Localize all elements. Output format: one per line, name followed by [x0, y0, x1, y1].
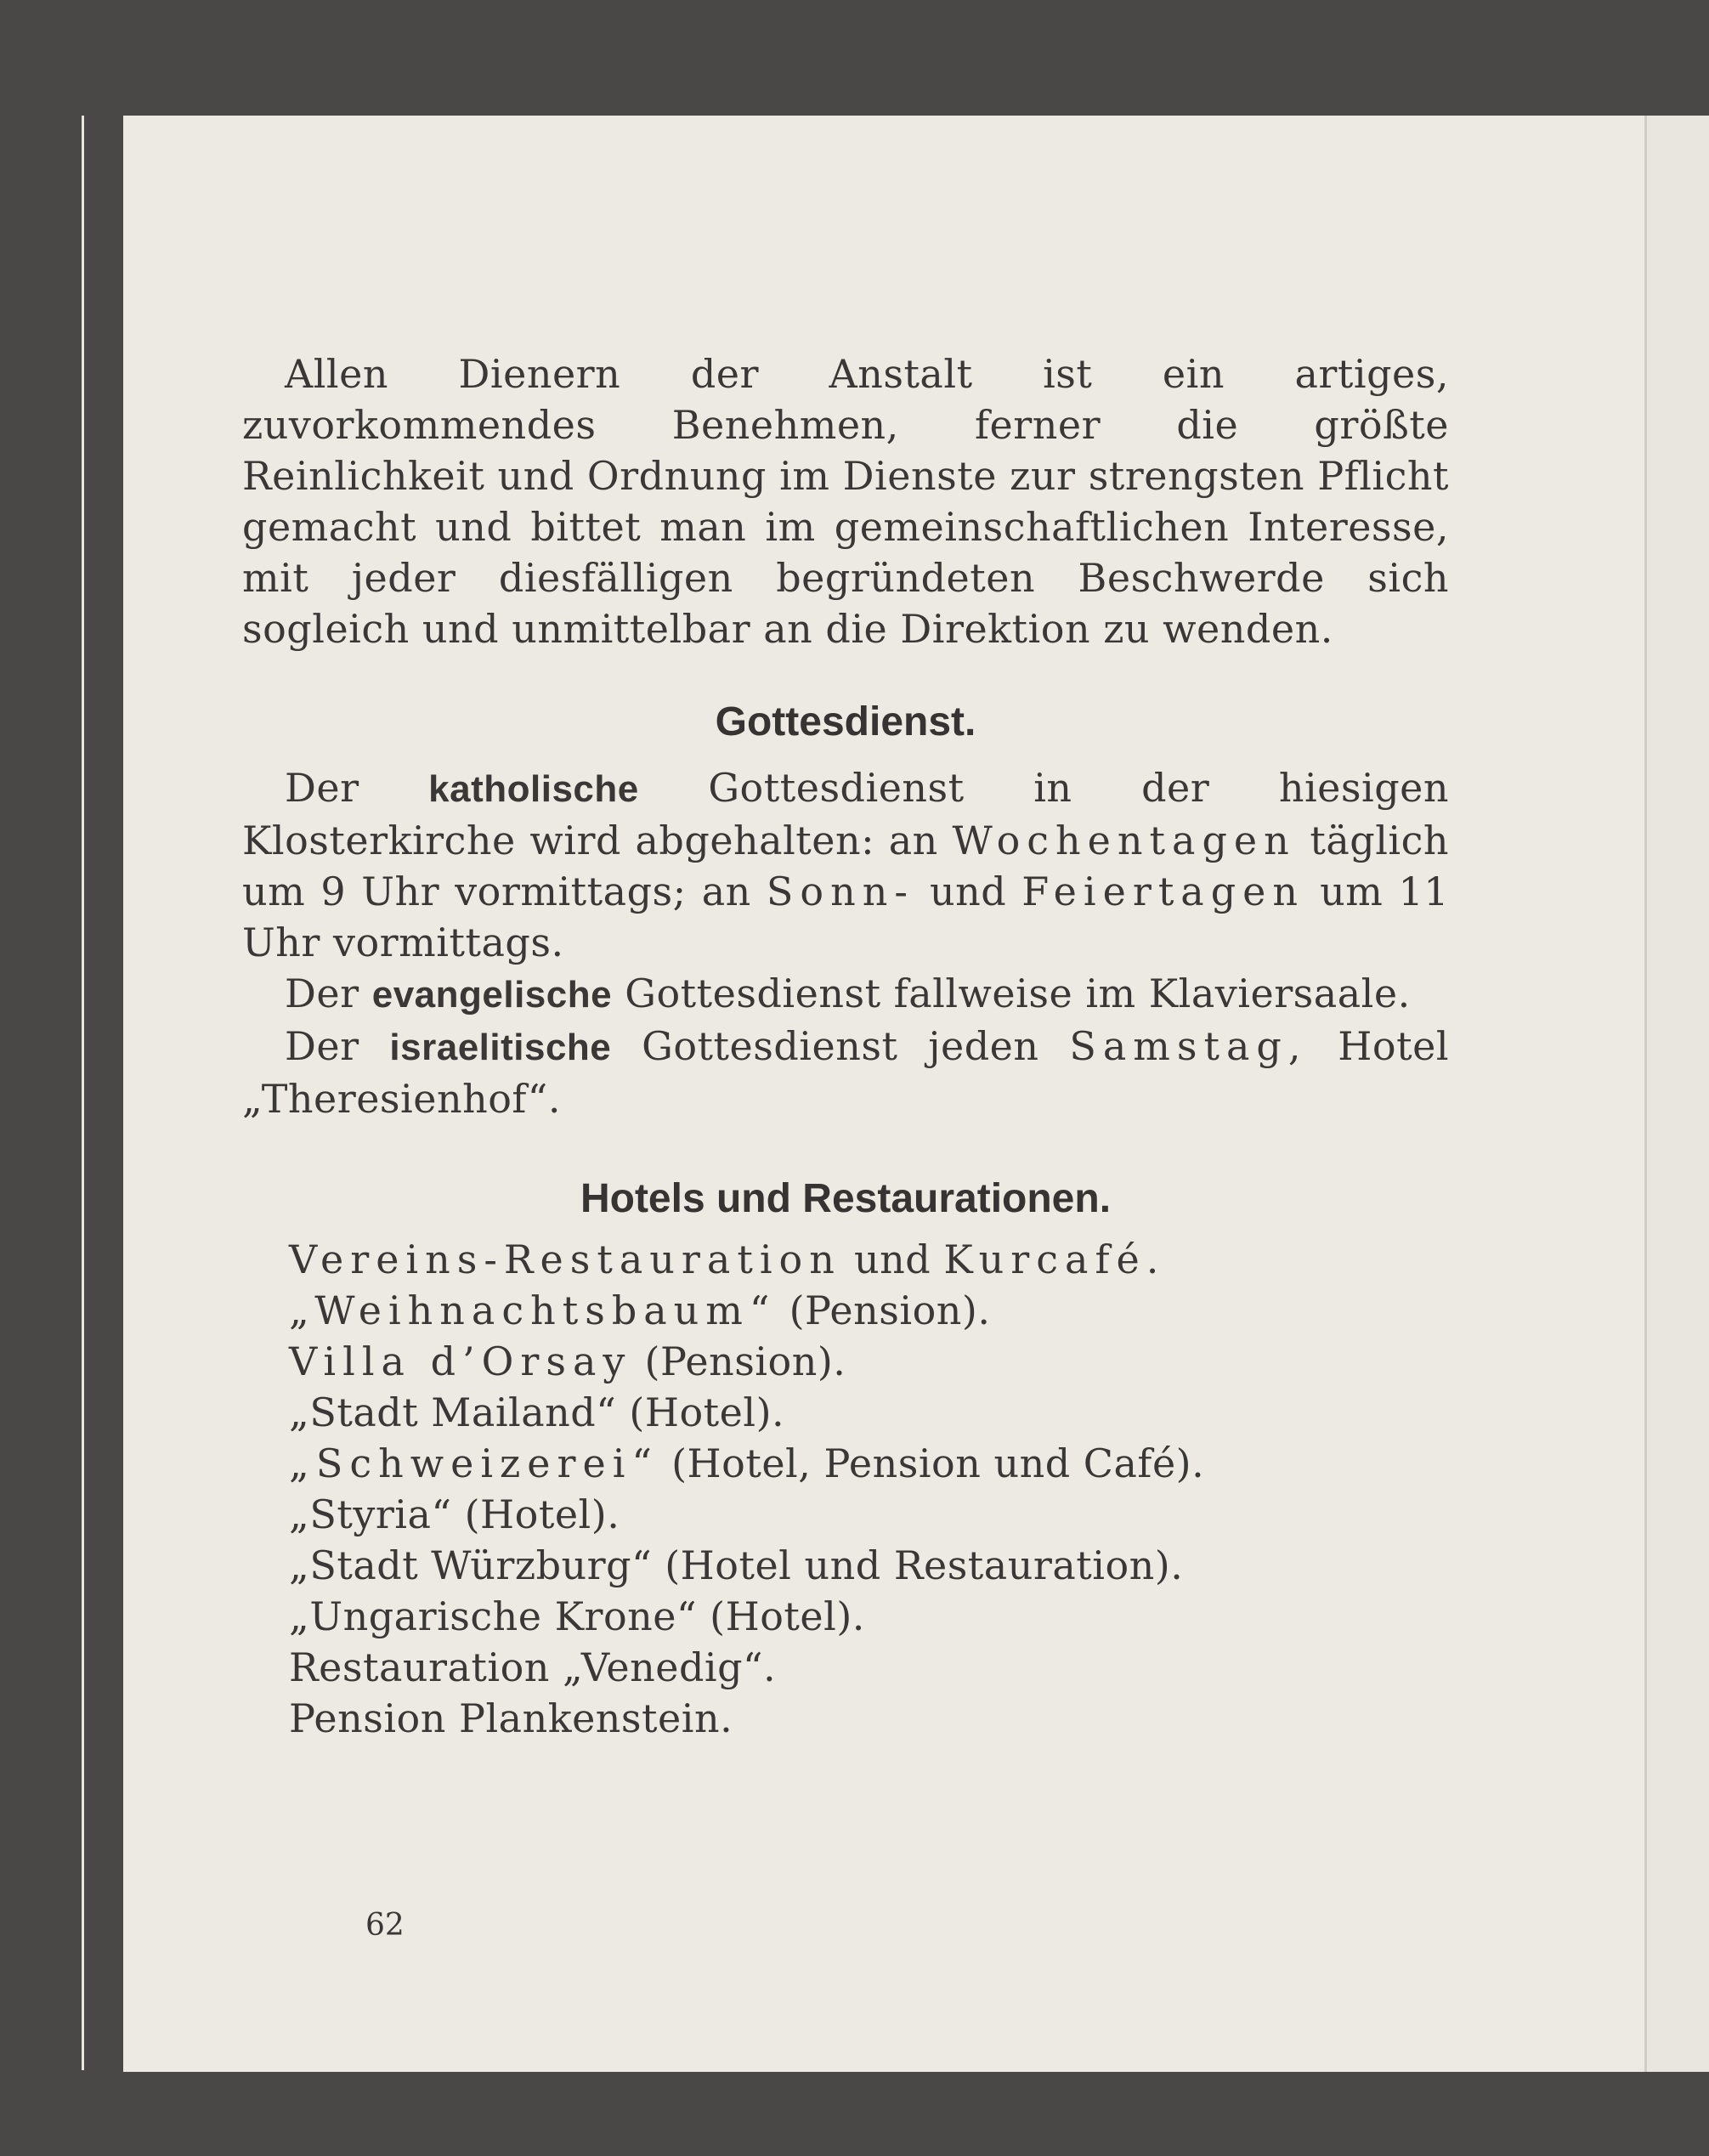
- bold-term: israelitische: [389, 1027, 612, 1068]
- intro-paragraph: Allen Dienern der Anstalt ist ein artiges, zuvorkommendes Benehmen, ferner die größte Reinlichkeit und Ordnung im Dienste zur strengsten Pflicht gemacht und bittet man im gemeinschaftlichen Interesse, mit jeder diesfälligen begründeten Beschwerde sich sogleich und unmittelbar an die Direktion zu wenden.: [242, 351, 1449, 652]
- spaced-term: Feiertagen: [1021, 869, 1305, 914]
- text-run: (Pension).: [631, 1338, 846, 1384]
- text-run: „Stadt Mailand“ (Hotel).: [289, 1389, 785, 1435]
- page-text: [242, 238, 1449, 1744]
- text-run: Pension Plankenstein.: [289, 1695, 733, 1741]
- bold-term: evangelische: [371, 974, 613, 1016]
- list-item: [242, 1693, 1449, 1744]
- spaced-term: Vereins-Restauration: [289, 1236, 841, 1282]
- text-run: Der: [285, 1023, 359, 1069]
- list-item: [242, 1387, 1449, 1438]
- text-run: Gottesdienst jeden: [642, 1023, 1039, 1069]
- text-run: „Styria“ (Hotel).: [289, 1491, 620, 1537]
- text-run: um 11 Uhr vormittags.: [242, 869, 1449, 965]
- hotels-heading: Hotels und Restaurationen.: [580, 1176, 1112, 1221]
- text-run: (Hotel, Pension und Café).: [658, 1440, 1205, 1486]
- evangelisch-paragraph: [242, 968, 1449, 1021]
- text-run: Restauration „Venedig“.: [289, 1644, 777, 1690]
- list-item: [242, 1438, 1449, 1489]
- page-number: 62: [365, 1908, 405, 1943]
- spaced-term: „Schweizerei“: [289, 1440, 659, 1486]
- katholisch-paragraph: [242, 762, 1449, 968]
- text-run: Der: [285, 970, 359, 1016]
- spaced-term: Kurcafé.: [943, 1236, 1166, 1282]
- spaced-term: Samstag,: [1069, 1023, 1308, 1069]
- list-item: [242, 1285, 1449, 1336]
- text-run: und: [929, 869, 1007, 914]
- spaced-term: Wochentagen: [952, 818, 1296, 863]
- next-page-edge: [1644, 116, 1709, 2072]
- bold-term: katholische: [428, 768, 639, 810]
- text-run: Hotel „Theresienhof“.: [242, 1023, 1450, 1122]
- list-item: [242, 1540, 1449, 1591]
- text-run: „Ungarische Krone“ (Hotel).: [289, 1593, 865, 1639]
- spaced-term: Sonn-: [766, 869, 914, 914]
- list-item: [242, 1234, 1449, 1285]
- text-run: „Stadt Würzburg“ (Hotel und Restauration).: [289, 1542, 1184, 1588]
- list-item: [242, 1591, 1449, 1642]
- text-run: Der: [285, 765, 359, 811]
- text-run: täglich um 9 Uhr vormittags; an: [242, 818, 1450, 914]
- spaced-term: Villa d’Orsay: [289, 1338, 632, 1384]
- hotels-list: [242, 1234, 1449, 1744]
- list-item: [242, 1489, 1449, 1540]
- list-item: [242, 1642, 1449, 1693]
- text-run: Gottesdienst fallweise im Klaviersaale.: [625, 970, 1411, 1016]
- israelitisch-paragraph: [242, 1021, 1449, 1124]
- text-run: (Pension).: [776, 1287, 991, 1333]
- spaced-term: „Weihnachtsbaum“: [289, 1287, 777, 1333]
- text-run: Gottesdienst in der hiesigen Klosterkirche wird abgehalten: an: [242, 765, 1449, 863]
- text-run: und: [840, 1236, 944, 1282]
- gottesdienst-heading: Gottesdienst.: [715, 699, 976, 744]
- list-item: [242, 1336, 1449, 1387]
